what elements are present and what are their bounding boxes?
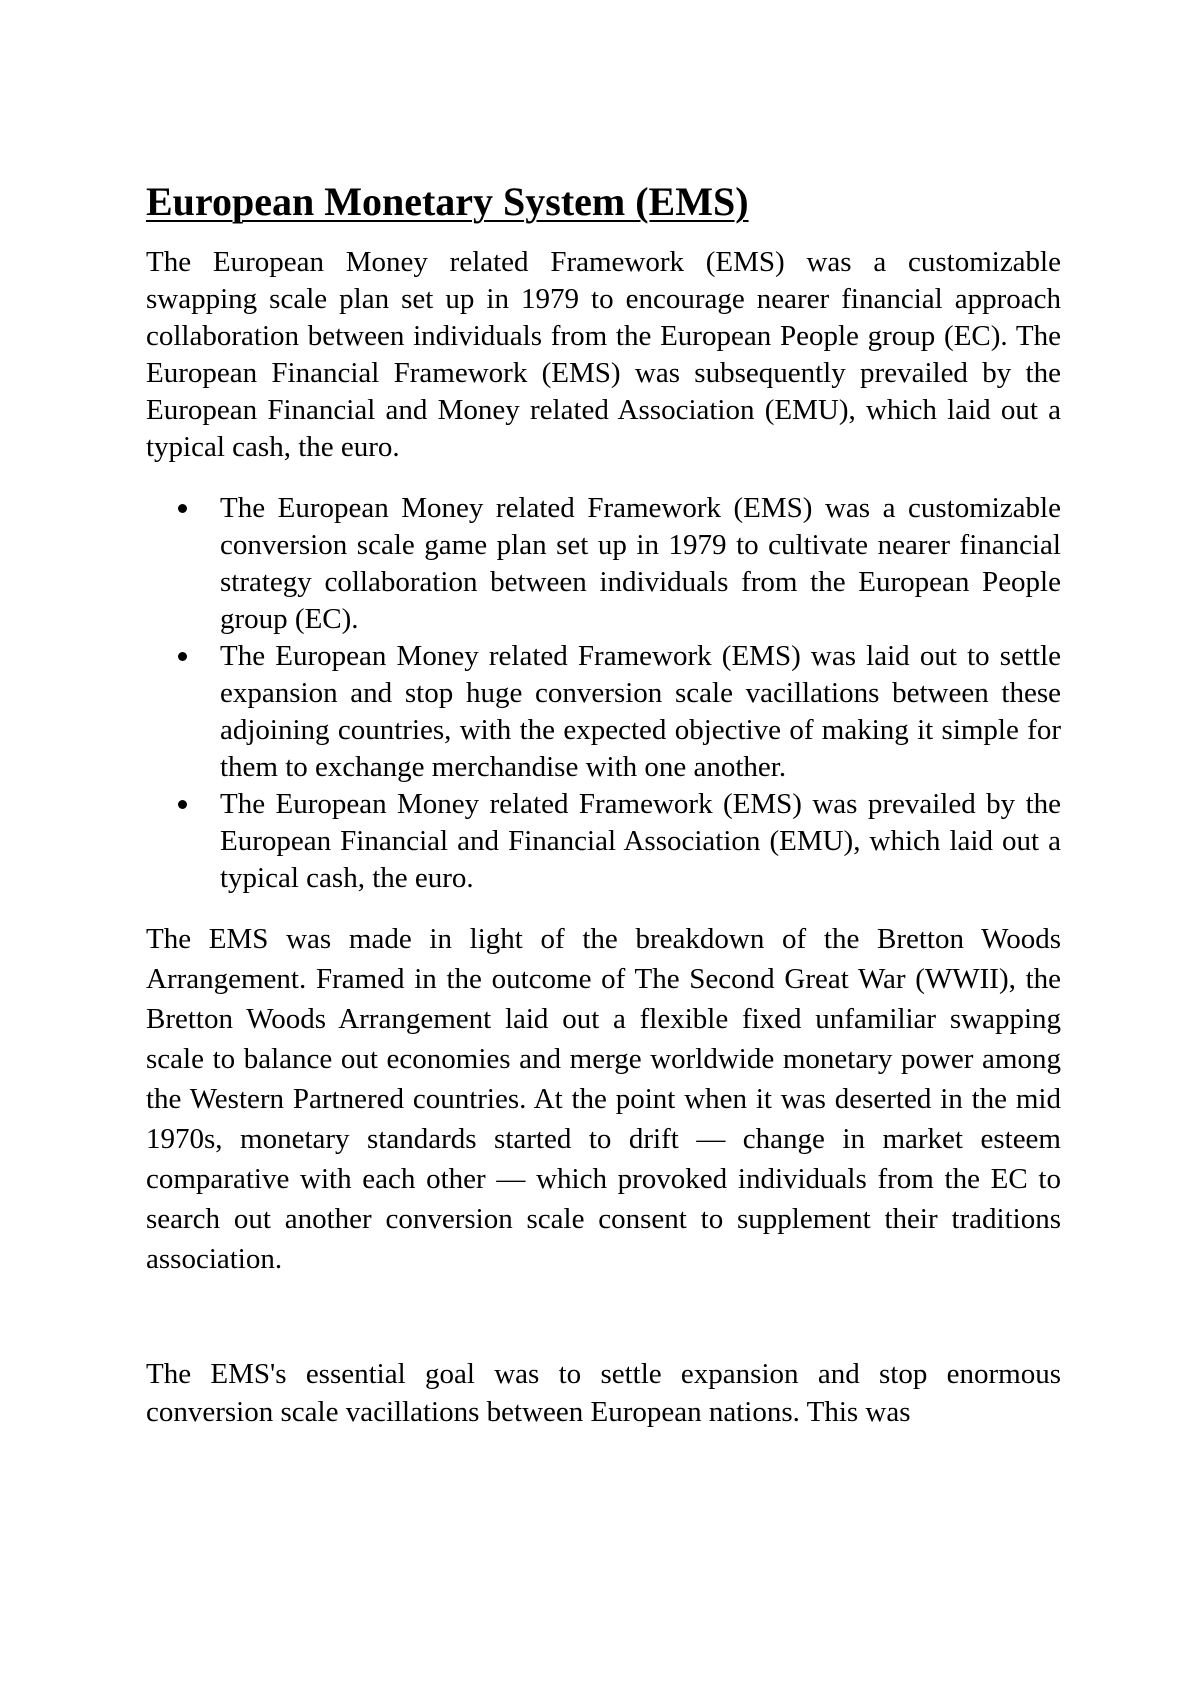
bullet-dot-icon [178, 504, 187, 513]
bullet-item [220, 638, 1061, 786]
bullet-dot-icon [178, 652, 187, 661]
bullet-text: The European Money related Framework (EMS) was a customizable conversion scale game plan set up in 1979 to cultivate nearer financial strategy collaboration between individuals from the European People group (EC). [220, 492, 1061, 635]
document-title: European Monetary System (EMS) [146, 179, 749, 224]
intro-paragraph: The European Money related Framework (EMS) was a customizable swapping scale plan set up in 1979 to encourage nearer financial approach collaboration between individuals from the European People group (EC). The European Financial Framework (EMS) was subsequently prevailed by the European Financial and Money related Association (EMU), which laid out a typical cash, the euro. [146, 246, 1061, 463]
bullet-text: The European Money related Framework (EMS) was laid out to settle expansion and stop huge conversion scale vacillations between these adjoining countries, with the expected objective of making it simple for them to exchange merchandise with one another. [220, 640, 1061, 783]
bullet-item [220, 786, 1061, 897]
body-paragraph-3: The EMS's essential goal was to settle expansion and stop enormous conversion scale vacillations between European nations. This was [146, 1358, 1061, 1428]
bullet-text: The European Money related Framework (EMS) was prevailed by the European Financial and Financial Association (EMU), which laid out a typical cash, the euro. [220, 788, 1061, 894]
document-page [146, 178, 1061, 1431]
bullet-item [220, 490, 1061, 638]
bullet-list [146, 490, 1061, 897]
bullet-dot-icon [178, 800, 187, 809]
body-paragraph-2: The EMS was made in light of the breakdown of the Bretton Woods Arrangement. Framed in the outcome of The Second Great War (WWII), the Bretton Woods Arrangement laid out a flexible fixed unfamiliar swapping scale to balance out economies and merge worldwide monetary power among the Western Partnered countries. At the point when it was deserted in the mid 1970s, monetary standards started to drift — change in market esteem comparative with each other — which provoked individuals from the EC to search out another conversion scale consent to supplement their traditions association. [146, 923, 1061, 1275]
